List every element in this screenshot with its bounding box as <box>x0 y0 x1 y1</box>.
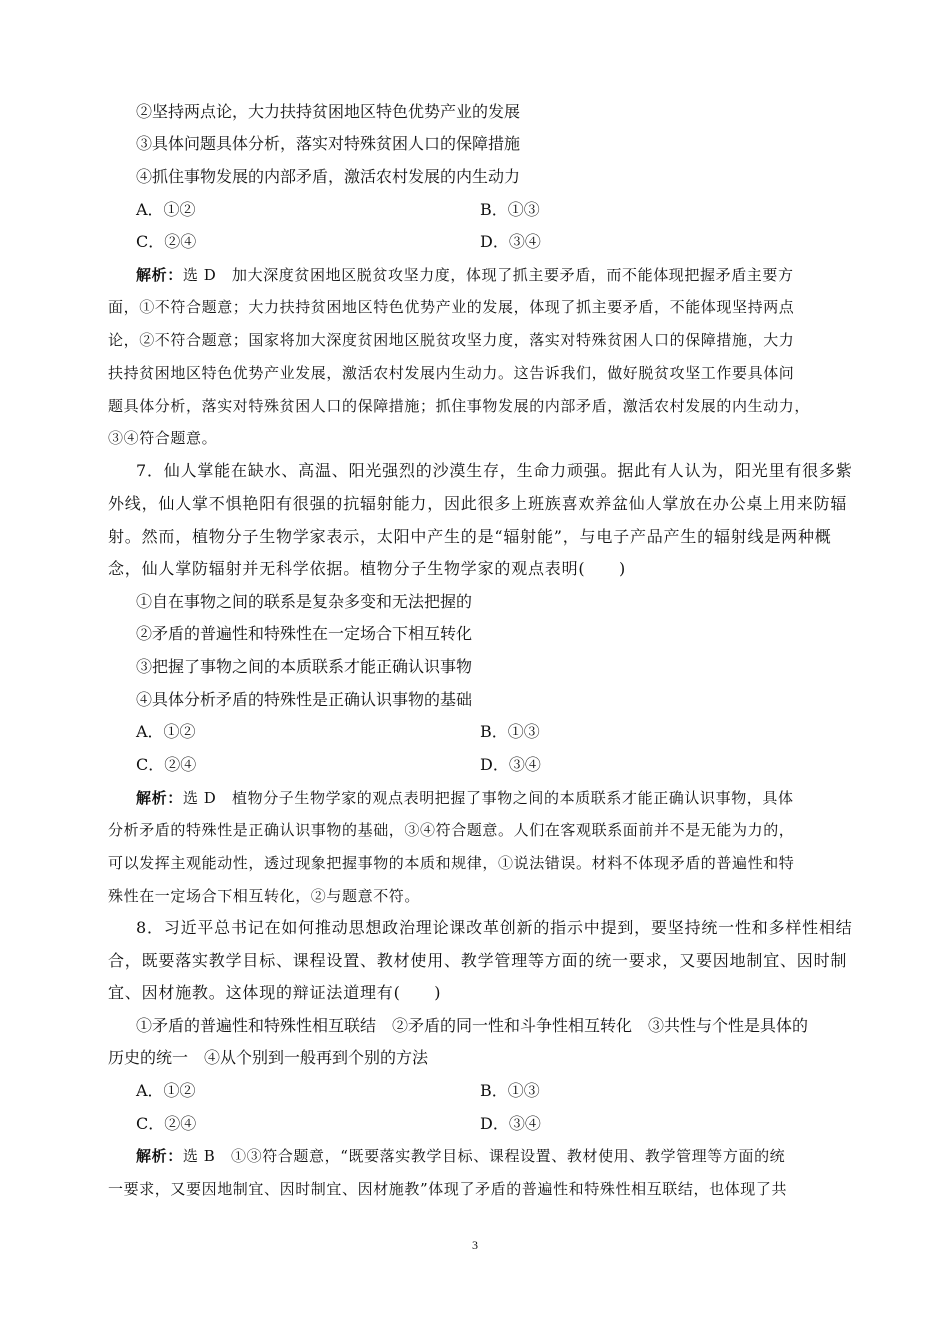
answer-label: 解析： <box>136 789 183 807</box>
q7-stem-line-3: 射。然而，植物分子生物学家表示，太阳中产生的是“辐射能”，与电子产品产生的辐射线是两种概 <box>108 527 832 546</box>
q7-choice-b: B．①③ <box>480 722 540 741</box>
q6-answer-line-3: 论，②不符合题意；国家将加大深度贫困地区脱贫攻坚力度，落实对特殊贫困人口的保障措施，大力 <box>108 331 795 349</box>
answer-label: 解析： <box>136 1147 183 1165</box>
q7-option-1: ①自在事物之间的联系是复杂多变和无法把握的 <box>136 592 473 611</box>
q8-stem-line-3: 宜、因材施教。这体现的辩证法道理有( ) <box>108 983 442 1002</box>
q7-choice-c: C．②④ <box>136 755 197 774</box>
q6-answer-line-5: 题具体分析，落实对特殊贫困人口的保障措施；抓住事物发展的内部矛盾，激活农村发展的内生动力， <box>108 397 811 415</box>
q6-answer-line-4: 扶持贫困地区特色优势产业发展，激活农村发展内生动力。这告诉我们，做好脱贫攻坚工作要具体问 <box>108 364 795 382</box>
q7-stem-line-1: 7．仙人掌能在缺水、高温、阳光强烈的沙漠生存，生命力顽强。据此有人认为，阳光里有很多紫 <box>136 461 853 480</box>
q8-choice-d: D．③④ <box>480 1114 541 1133</box>
q8-choice-c: C．②④ <box>136 1114 197 1133</box>
q8-stem-line-1: 8．习近平总书记在如何推动思想政治理论课改革创新的指示中提到，要坚持统一性和多样性相结 <box>136 918 853 937</box>
q7-answer-line-2: 分析矛盾的特殊性是正确认识事物的基础，③④符合题意。人们在客观联系面前并不是无能为力的， <box>108 821 795 839</box>
q7-answer-line-4: 殊性在一定场合下相互转化，②与题意不符。 <box>108 887 421 905</box>
page-number: 3 <box>472 1238 478 1252</box>
q8-stem-line-2: 合，既要落实教学目标、课程设置、教材使用、教学管理等方面的统一要求，又要因地制宜、因时制 <box>108 951 848 970</box>
q6-choice-c: C．②④ <box>136 232 197 251</box>
q6-choice-a: A．①② <box>136 200 196 219</box>
q7-stem-line-2: 外线，仙人掌不惧艳阳有很强的抗辐射能力，因此很多上班族喜欢养盆仙人掌放在办公桌上用来防辐 <box>108 494 848 513</box>
q8-options-line-2: 历史的统一 ④从个别到一般再到个别的方法 <box>108 1048 429 1067</box>
q7-option-4: ④具体分析矛盾的特殊性是正确认识事物的基础 <box>136 690 473 709</box>
q8-answer-line-2: 一要求，又要因地制宜、因时制宜、因材施教”体现了矛盾的普遍性和特殊性相互联结，也体现了共 <box>108 1180 788 1198</box>
q6-choice-d: D．③④ <box>480 232 541 251</box>
q6-choice-b: B．①③ <box>480 200 540 219</box>
q6-answer-line-2: 面，①不符合题意；大力扶持贫困地区特色优势产业的发展，体现了抓主要矛盾，不能体现坚持两点 <box>108 298 795 316</box>
q8-choice-b: B．①③ <box>480 1081 540 1100</box>
q6-answer-line-6: ③④符合题意。 <box>108 429 218 447</box>
q7-option-3: ③把握了事物之间的本质联系才能正确认识事物 <box>136 657 473 676</box>
q8-answer-line-1: 解析：选 B ①③符合题意，“既要落实教学目标、课程设置、教材使用、教学管理等方面的统 <box>136 1147 786 1165</box>
q8-choice-a: A．①② <box>136 1081 196 1100</box>
q6-option-2: ②坚持两点论，大力扶持贫困地区特色优势产业的发展 <box>136 102 521 121</box>
q7-answer-line-1: 解析：选 D 植物分子生物学家的观点表明把握了事物之间的本质联系才能正确认识事物，具体 <box>136 789 794 807</box>
q7-stem-line-4: 念，仙人掌防辐射并无科学依据。植物分子生物学家的观点表明( ) <box>108 559 627 578</box>
q7-choice-d: D．③④ <box>480 755 541 774</box>
q7-option-2: ②矛盾的普遍性和特殊性在一定场合下相互转化 <box>136 624 473 643</box>
answer-label: 解析： <box>136 266 183 284</box>
q8-options-line-1: ①矛盾的普遍性和特殊性相互联结 ②矛盾的同一性和斗争性相互转化 ③共性与个性是具体的 <box>136 1016 809 1035</box>
q6-option-3: ③具体问题具体分析，落实对特殊贫困人口的保障措施 <box>136 134 521 153</box>
q7-answer-line-3: 可以发挥主观能动性，透过现象把握事物的本质和规律，①说法错误。材料不体现矛盾的普遍性和特 <box>108 854 795 872</box>
q6-option-4: ④抓住事物发展的内部矛盾，激活农村发展的内生动力 <box>136 167 521 186</box>
q7-choice-a: A．①② <box>136 722 196 741</box>
q6-answer-line-1: 解析：选 D 加大深度贫困地区脱贫攻坚力度，体现了抓主要矛盾，而不能体现把握矛盾主要方 <box>136 266 794 284</box>
